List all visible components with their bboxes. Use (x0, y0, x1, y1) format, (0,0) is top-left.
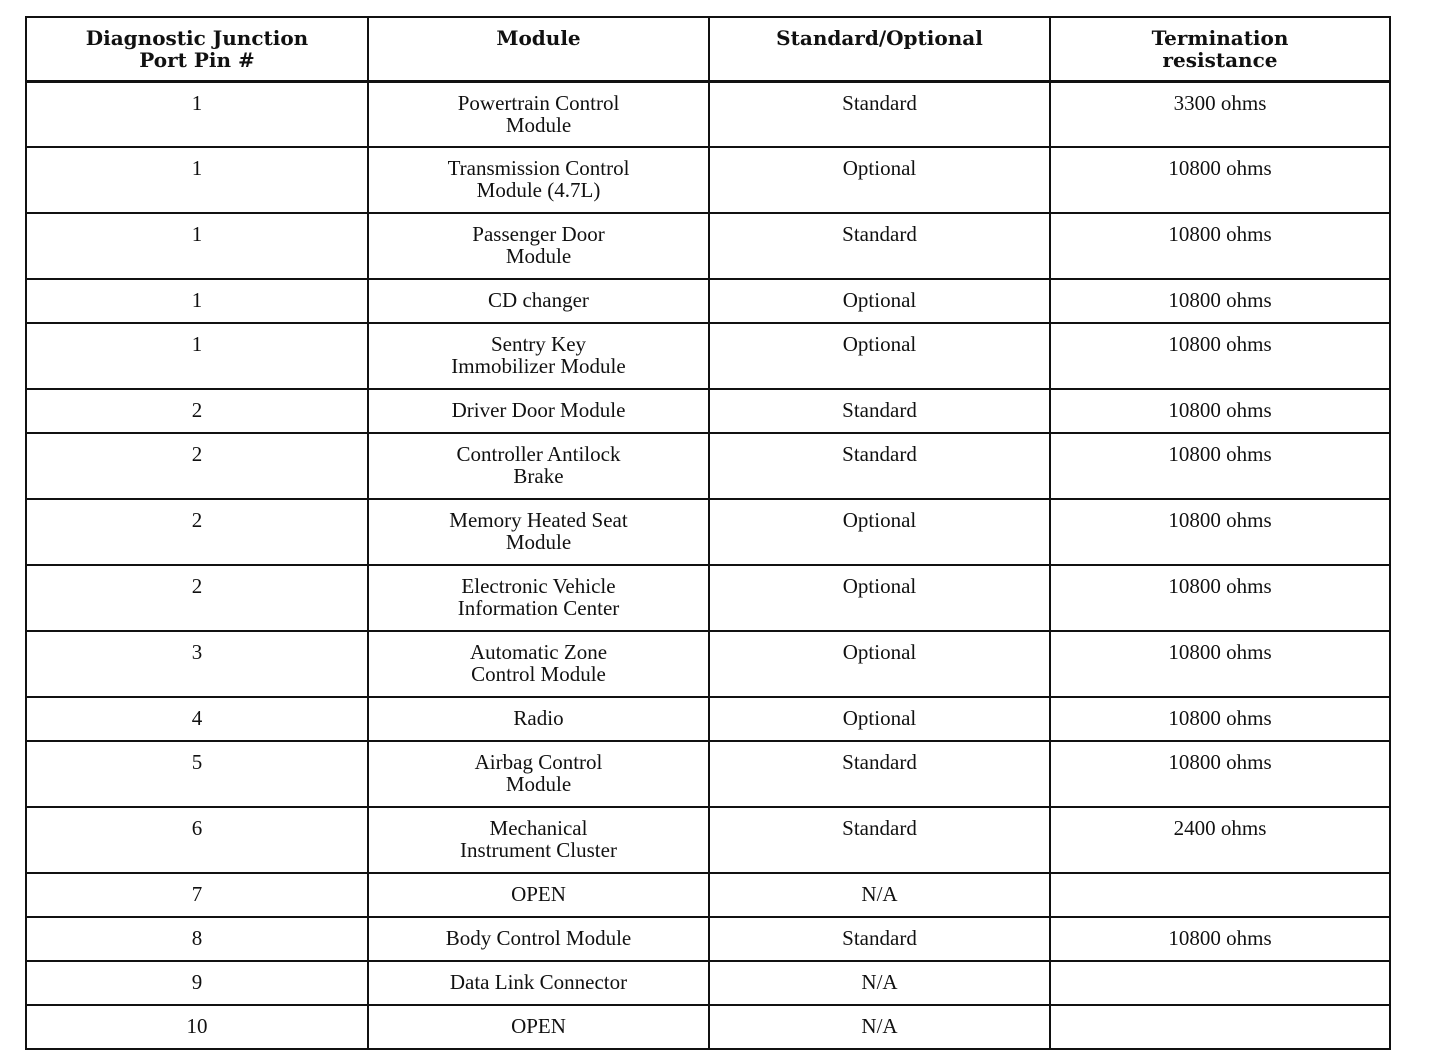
cell-pin: 7 (26, 873, 368, 917)
cell-pin: 3 (26, 631, 368, 697)
cell-type: Standard (709, 81, 1050, 147)
module-line-2: Module (505, 530, 572, 554)
cell-type: N/A (709, 961, 1050, 1005)
cell-pin: 2 (26, 565, 368, 631)
header-resistance (1050, 17, 1390, 81)
cell-type: Optional (709, 697, 1050, 741)
cell-type: Optional (709, 499, 1050, 565)
cell-pin: 2 (26, 389, 368, 433)
cell-pin: 8 (26, 917, 368, 961)
table-row (26, 1005, 1390, 1049)
cell-resistance: 10800 ohms (1050, 433, 1390, 499)
cell-type: N/A (709, 873, 1050, 917)
module-line-1: Memory Heated Seat (449, 508, 628, 532)
table-row (26, 807, 1390, 873)
module-line-2: Module (505, 112, 572, 137)
module-line-1: OPEN (511, 1014, 566, 1038)
cell-resistance: 10800 ohms (1050, 147, 1390, 213)
cell-module (368, 631, 709, 697)
cell-type: Optional (709, 279, 1050, 323)
cell-pin: 9 (26, 961, 368, 1005)
cell-module (368, 147, 709, 213)
termination-resistance-table (25, 16, 1391, 1050)
cell-type: Standard (709, 917, 1050, 961)
module-line-1: Passenger Door (472, 222, 605, 246)
header-pin-line-2: Port Pin # (139, 48, 255, 72)
header-module (368, 17, 709, 81)
module-line-1: Radio (513, 706, 564, 730)
table-row (26, 323, 1390, 389)
header-pin-line-1: Diagnostic Junction (85, 26, 309, 50)
cell-resistance: 10800 ohms (1050, 323, 1390, 389)
cell-type: Standard (709, 213, 1050, 279)
cell-module (368, 873, 709, 917)
cell-module (368, 565, 709, 631)
table-row (26, 873, 1390, 917)
module-line-2: Brake (513, 464, 564, 488)
cell-type: Optional (709, 631, 1050, 697)
cell-pin: 10 (26, 1005, 368, 1049)
cell-type: Optional (709, 147, 1050, 213)
cell-module (368, 279, 709, 323)
cell-resistance: 3300 ohms (1050, 81, 1390, 147)
cell-pin: 1 (26, 279, 368, 323)
cell-resistance: 10800 ohms (1050, 565, 1390, 631)
cell-module (368, 213, 709, 279)
cell-module (368, 961, 709, 1005)
header-type (709, 17, 1050, 81)
module-line-1: Automatic Zone (469, 640, 608, 664)
cell-pin: 4 (26, 697, 368, 741)
table-row (26, 917, 1390, 961)
cell-module (368, 1005, 709, 1049)
module-line-2: Immobilizer Module (451, 354, 626, 378)
header-module-line-1: Module (496, 26, 581, 50)
cell-pin: 1 (26, 323, 368, 389)
module-line-2: Module (505, 772, 572, 796)
module-line-2: Control Module (471, 662, 606, 686)
table-row (26, 433, 1390, 499)
cell-resistance: 10800 ohms (1050, 697, 1390, 741)
module-line-2: Module (505, 244, 572, 268)
cell-module (368, 323, 709, 389)
cell-pin: 1 (26, 147, 368, 213)
cell-type: Standard (709, 433, 1050, 499)
module-line-1: Driver Door Module (451, 398, 626, 422)
module-line-1: Powertrain Control (457, 90, 620, 115)
cell-type: Optional (709, 323, 1050, 389)
cell-pin: 2 (26, 499, 368, 565)
cell-resistance (1050, 873, 1390, 917)
module-line-2: Instrument Cluster (460, 838, 617, 862)
module-line-1: OPEN (511, 882, 566, 906)
cell-module (368, 499, 709, 565)
module-line-1: Body Control Module (445, 926, 632, 950)
cell-resistance: 10800 ohms (1050, 389, 1390, 433)
header-type-line-1: Standard/Optional (776, 26, 983, 50)
module-line-1: Electronic Vehicle (461, 574, 616, 598)
cell-pin: 5 (26, 741, 368, 807)
module-line-1: Sentry Key (490, 332, 587, 356)
cell-pin: 2 (26, 433, 368, 499)
cell-module (368, 433, 709, 499)
table-row (26, 389, 1390, 433)
cell-resistance: 10800 ohms (1050, 631, 1390, 697)
module-line-1: Mechanical (489, 816, 588, 840)
table-row (26, 961, 1390, 1005)
cell-resistance: 10800 ohms (1050, 917, 1390, 961)
table-row (26, 147, 1390, 213)
table-row (26, 81, 1390, 147)
table-row (26, 697, 1390, 741)
cell-module (368, 741, 709, 807)
header-resistance-line-2: resistance (1162, 48, 1278, 72)
table-row (26, 565, 1390, 631)
cell-resistance: 10800 ohms (1050, 741, 1390, 807)
cell-type: Standard (709, 389, 1050, 433)
cell-resistance (1050, 1005, 1390, 1049)
cell-type: Optional (709, 565, 1050, 631)
module-line-1: Controller Antilock (456, 442, 621, 466)
cell-module (368, 81, 709, 147)
cell-pin: 1 (26, 81, 368, 147)
header-pin (26, 17, 368, 81)
cell-module (368, 389, 709, 433)
cell-type: Standard (709, 741, 1050, 807)
module-line-1: Data Link Connector (449, 970, 628, 994)
header-resistance-line-1: Termination (1151, 26, 1289, 50)
table-row (26, 631, 1390, 697)
module-line-1: CD changer (488, 288, 589, 312)
module-line-2: Module (4.7L) (476, 178, 601, 202)
module-line-1: Airbag Control (474, 750, 603, 774)
module-line-2: Information Center (457, 596, 620, 620)
cell-pin: 1 (26, 213, 368, 279)
cell-resistance: 10800 ohms (1050, 499, 1390, 565)
cell-module (368, 917, 709, 961)
cell-type: N/A (709, 1005, 1050, 1049)
cell-type: Standard (709, 807, 1050, 873)
cell-resistance: 10800 ohms (1050, 279, 1390, 323)
cell-resistance: 2400 ohms (1050, 807, 1390, 873)
cell-module (368, 697, 709, 741)
table-row (26, 741, 1390, 807)
header-row (26, 17, 1390, 81)
table-row (26, 499, 1390, 565)
module-line-1: Transmission Control (447, 156, 630, 180)
table-row (26, 213, 1390, 279)
table-row (26, 279, 1390, 323)
cell-pin: 6 (26, 807, 368, 873)
cell-resistance: 10800 ohms (1050, 213, 1390, 279)
cell-resistance (1050, 961, 1390, 1005)
cell-module (368, 807, 709, 873)
